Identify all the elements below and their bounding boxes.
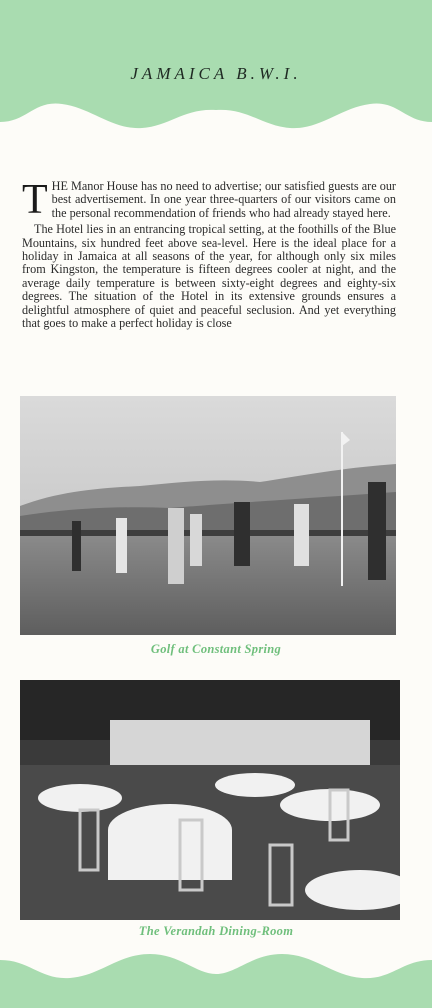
golf-caption: Golf at Constant Spring: [150, 642, 282, 656]
body-text: [22, 177, 396, 333]
header-title: JAMAICA B.W.I.: [130, 64, 302, 83]
dining-room-caption: The Verandah Dining-Room: [138, 924, 294, 938]
footer-band: [0, 940, 432, 1008]
golf-photo: [20, 396, 396, 635]
golf-photo-illustration: [20, 396, 396, 635]
paragraph-1-text: HE Manor House has no need to advertise; our satisfied guests are our best advertisement. In one year three-quarters of our visitors came on the personal recommendation of friends who had already stayed here.: [51, 179, 396, 220]
paragraph-1: [22, 177, 396, 223]
dropcap-letter: T: [22, 177, 48, 223]
paragraph-2: The Hotel lies in an entrancing tropical setting, at the foothills of the Blue Mountains, six hundred feet above sea-level. Here is the ideal place for a holiday in Jamaica at all seasons of the year, for although only six miles from Kingston, the temperature is fifteen degrees cooler at night, and the average daily temperature is between sixty-eight degrees and eighty-six degrees. The situation of the Hotel in its extensive grounds ensures a delightful atmosphere of quiet and peaceful seclusion. And yet everything that goes to make a perfect holiday is close: [22, 222, 396, 331]
dining-room-photo: [20, 680, 400, 920]
dining-room-illustration: [20, 680, 400, 920]
